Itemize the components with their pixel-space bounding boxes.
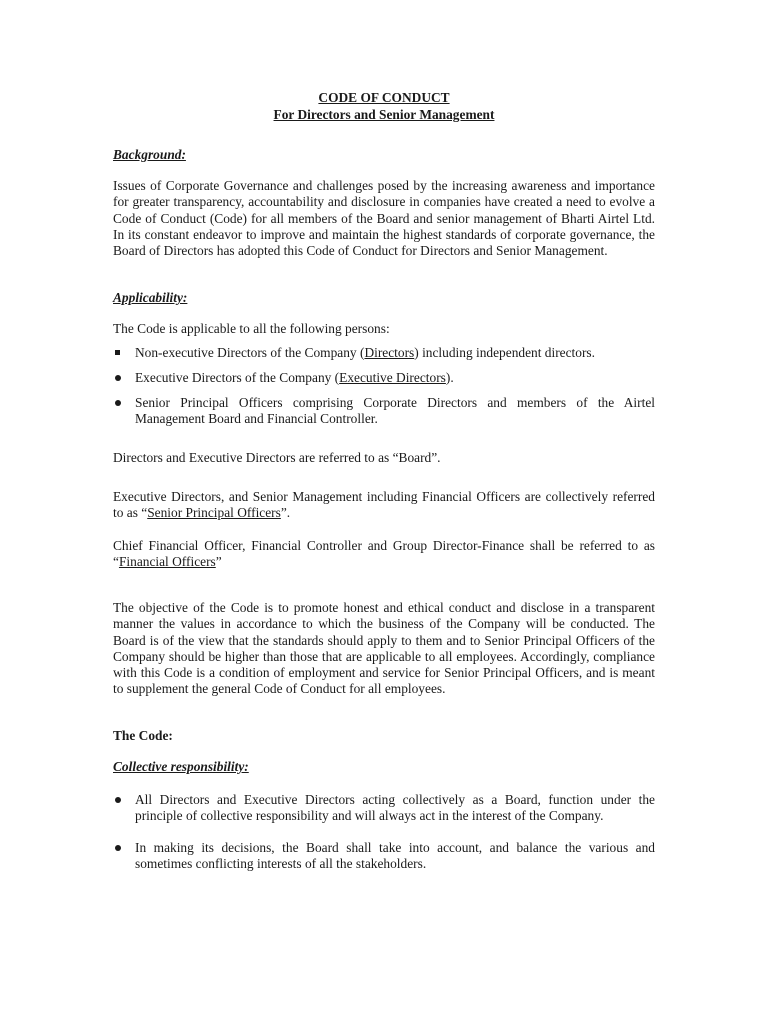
spo-text-after: ”. xyxy=(280,505,291,521)
defined-term-senior-principal-officers: Senior Principal Officers xyxy=(147,505,281,521)
defined-term-financial-officers: Financial Officers xyxy=(118,554,216,570)
collective-responsibility-heading: Collective responsibility: xyxy=(113,759,249,774)
list-item-text-after: ). xyxy=(445,370,454,385)
background-heading: Background: xyxy=(113,147,186,162)
document-title-text: CODE OF CONDUCT xyxy=(318,90,450,105)
objective-paragraph: The objective of the Code is to promote honest and ethical conduct and disclose in a transparent manner the values in accordance to which the business of the Company will be conducted. The Board is of the view that the standards should apply to them and to Senior Principal Officers of the Company should be higher than those that are applicable to all employees. Accordingly, compliance with this Code is a condition of employment and service for Senior Principal Officers, and is meant to supplement the general Code of Conduct for all employees. xyxy=(113,600,655,697)
spo-text-before: Executive Directors, and Senior Management including Financial Officers are collectively referred to as “ xyxy=(113,489,655,521)
list-item-text-after: ) including independent directors. xyxy=(414,345,595,360)
defined-term-executive-directors: Executive Directors xyxy=(339,370,446,385)
document-title xyxy=(113,90,655,106)
the-code-heading: The Code: xyxy=(113,728,173,743)
list-item-text: All Directors and Executive Directors acting collectively as a Board, function under the principle of collective responsibility and will always act in the interest of the Company. xyxy=(135,792,655,824)
fo-text-after: ” xyxy=(215,554,222,570)
list-item-text: In making its decisions, the Board shall take into account, and balance the various and sometimes conflicting interests of all the stakeholders. xyxy=(135,840,655,872)
defined-term-directors: Directors xyxy=(364,345,415,360)
applicability-intro: The Code is applicable to all the following persons: xyxy=(113,321,390,336)
board-definition: Directors and Executive Directors are referred to as “Board”. xyxy=(113,450,441,465)
fo-text-before: Chief Financial Officer, Financial Controller and Group Director-Finance shall be referred to as “ xyxy=(113,538,655,570)
senior-principal-officers-definition xyxy=(113,489,655,522)
applicability-heading: Applicability: xyxy=(113,290,188,305)
list-item-text xyxy=(135,345,655,361)
list-item-text-before: Non-executive Directors of the Company ( xyxy=(135,345,365,360)
financial-officers-definition xyxy=(113,538,655,571)
document-subtitle-text: For Directors and Senior Management xyxy=(273,107,495,122)
document-subtitle xyxy=(113,107,655,123)
list-item-text-before: Executive Directors of the Company ( xyxy=(135,370,340,385)
background-paragraph: Issues of Corporate Governance and challenges posed by the increasing awareness and importance for greater transparency, accountability and disclosure in companies have created a need to evolve a Code of Conduct (Code) for all members of the Board and senior management of Bharti Airtel Ltd. In its constant endeavor to improve and maintain the highest standards of corporate governance, the Board of Directors has adopted this Code of Conduct for Directors and Senior Management. xyxy=(113,178,655,259)
list-item-text xyxy=(135,370,655,386)
list-item-text: Senior Principal Officers comprising Corporate Directors and members of the Airtel Management Board and Financial Controller. xyxy=(135,395,655,427)
